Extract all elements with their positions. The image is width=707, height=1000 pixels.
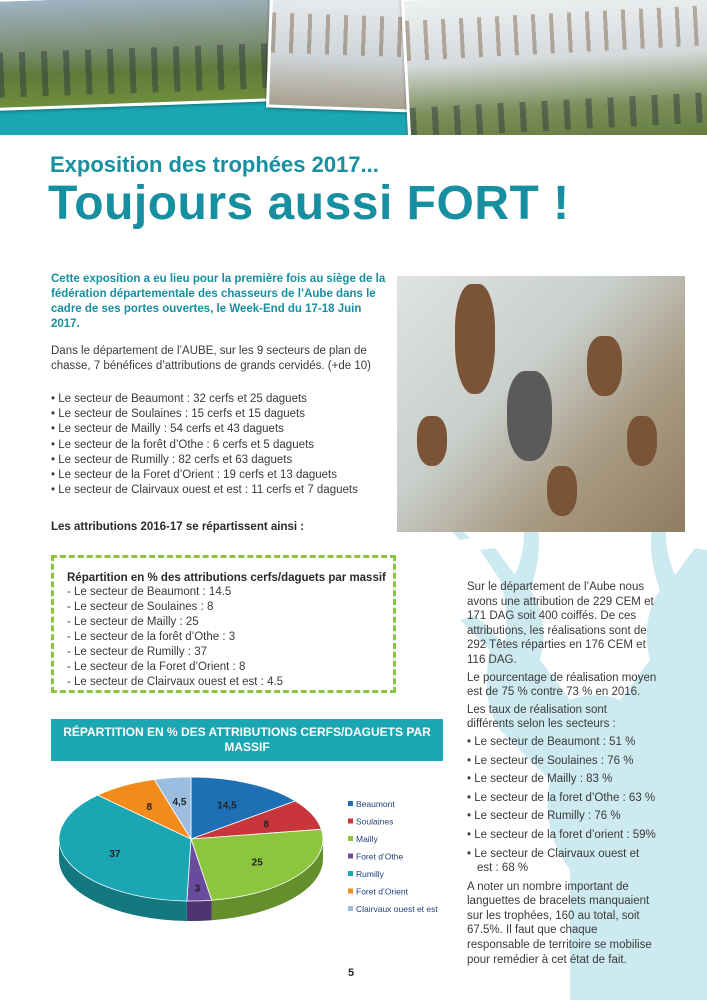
box-item: - Le secteur de la Foret d’Orient : 8 — [67, 660, 393, 675]
rates-list — [467, 735, 657, 876]
box-item: - Le secteur de la forêt d’Othe : 3 — [67, 630, 393, 645]
legend-label: Clairvaux ouest et est — [356, 904, 438, 914]
legend-swatch — [348, 889, 353, 894]
box-item: - Le secteur de Soulaines : 8 — [67, 600, 393, 615]
lead-paragraph: Dans le département de l’AUBE, sur les 9 secteurs de plan de chasse, 7 bénéfices d’attributions de grands cervidés. (+de 10) — [51, 345, 371, 372]
legend-label: Mailly — [356, 834, 378, 844]
box-item: - Le secteur de Rumilly : 37 — [67, 645, 393, 660]
sector-item: • Le secteur de Rumilly : 82 cerfs et 63 daguets — [51, 453, 391, 468]
trophy-wall-photo — [397, 276, 685, 532]
pie-chart-svg — [51, 761, 443, 945]
sector-item: • Le secteur de Mailly : 54 cerfs et 43 daguets — [51, 422, 391, 437]
sector-item: • Le secteur de la Foret d’Orient : 19 cerfs et 13 daguets — [51, 468, 391, 483]
average-paragraph: Le pourcentage de réalisation moyen est de 75 % contre 73 % en 2016. — [467, 671, 657, 699]
legend-label: Beaumont — [356, 799, 395, 809]
pie-chart — [51, 761, 443, 945]
pie-slice-side — [187, 900, 212, 921]
pie-data-label: 14,5 — [217, 800, 237, 812]
legend-label: Foret d’Orient — [356, 886, 408, 897]
legend-label: Soulaines — [356, 816, 394, 827]
rate-item: • Le secteur de Soulaines : 76 % — [467, 754, 657, 769]
legend-label: Rumilly — [356, 869, 384, 879]
page-subtitle: Exposition des trophées 2017... — [50, 152, 379, 177]
pie-data-label: 25 — [251, 857, 263, 869]
legend-swatch — [348, 836, 353, 841]
summary-paragraph: Sur le département de l’Aube nous avons une attribution de 229 CEM et 171 DAG soit 400 coiffés. De ces attributions, les réalisations sont de 292 Têtes réparties en 176 CEM et 116 DAG. — [467, 581, 654, 666]
legend-swatch — [348, 819, 353, 824]
distribution-box — [51, 555, 396, 693]
pie-data-label: 3 — [194, 883, 201, 895]
header-photo-crowd — [0, 0, 278, 111]
sector-item: • Le secteur de la forêt d’Othe : 6 cerfs et 5 daguets — [51, 438, 391, 453]
box-item: - Le secteur de Beaumont : 14.5 — [67, 585, 393, 600]
pie-data-label: 37 — [109, 849, 121, 861]
header-photo-strip — [0, 0, 707, 135]
pie-data-label: 8 — [146, 801, 153, 813]
sector-list — [51, 392, 391, 498]
legend-swatch — [348, 854, 353, 859]
pie-data-label: 8 — [263, 819, 269, 831]
attributions-heading: Les attributions 2016-17 se répartissent ainsi : — [51, 521, 305, 533]
pie-data-label: 4,5 — [172, 796, 187, 808]
rate-item: • Le secteur de Clairvaux ouest et est : 68 % — [467, 847, 657, 876]
legend-swatch — [348, 801, 353, 806]
note-paragraph: A noter un nombre important de languettes de bracelets manquaient sur les trophées, 160 au total, soit 67.5%. Il faut que chaque responsable de territoire se mobilise pour remédier à cet état de fait. — [467, 880, 652, 966]
right-text-column — [467, 580, 657, 970]
legend-label: Foret d’Othe — [356, 851, 404, 862]
legend-swatch — [348, 906, 353, 911]
sector-item: • Le secteur de Clairvaux ouest et est : 11 cerfs et 7 daguets — [51, 483, 391, 498]
sector-item: • Le secteur de Beaumont : 32 cerfs et 25 daguets — [51, 392, 391, 407]
sector-item: • Le secteur de Soulaines : 15 cerfs et 15 daguets — [51, 407, 391, 422]
legend-swatch — [348, 871, 353, 876]
intro-paragraph: Cette exposition a eu lieu pour la première fois au siège de la fédération départementale des chasseurs de l’Aube dans le cadre de ses portes ouvertes, le Week-End du 17-18 Juin 2017. — [51, 273, 386, 330]
box-list — [67, 585, 393, 690]
chart-title: RÉPARTITION EN % DES ATTRIBUTIONS CERFS/DAGUETS PAR MASSIF — [51, 719, 443, 761]
header-photo-exhibition-tent — [401, 0, 707, 135]
rate-item: • Le secteur de la foret d’Othe : 63 % — [467, 791, 657, 806]
box-item: - Le secteur de Mailly : 25 — [67, 615, 393, 630]
box-item: - Le secteur de Clairvaux ouest et est : 4.5 — [67, 675, 393, 690]
header-photo-antlers — [266, 0, 420, 113]
rate-item: • Le secteur de la foret d’orient : 59% — [467, 828, 657, 843]
page-number: 5 — [348, 967, 355, 979]
rates-intro: Les taux de réalisation sont différents selon les secteurs : — [467, 703, 616, 731]
box-title: Répartition en % des attributions cerfs/daguets par massif — [67, 572, 386, 584]
rate-item: • Le secteur de Rumilly : 76 % — [467, 809, 657, 824]
page-title: Toujours aussi FORT ! — [48, 177, 570, 230]
rate-item: • Le secteur de Beaumont : 51 % — [467, 735, 657, 750]
rate-item: • Le secteur de Mailly : 83 % — [467, 772, 657, 787]
